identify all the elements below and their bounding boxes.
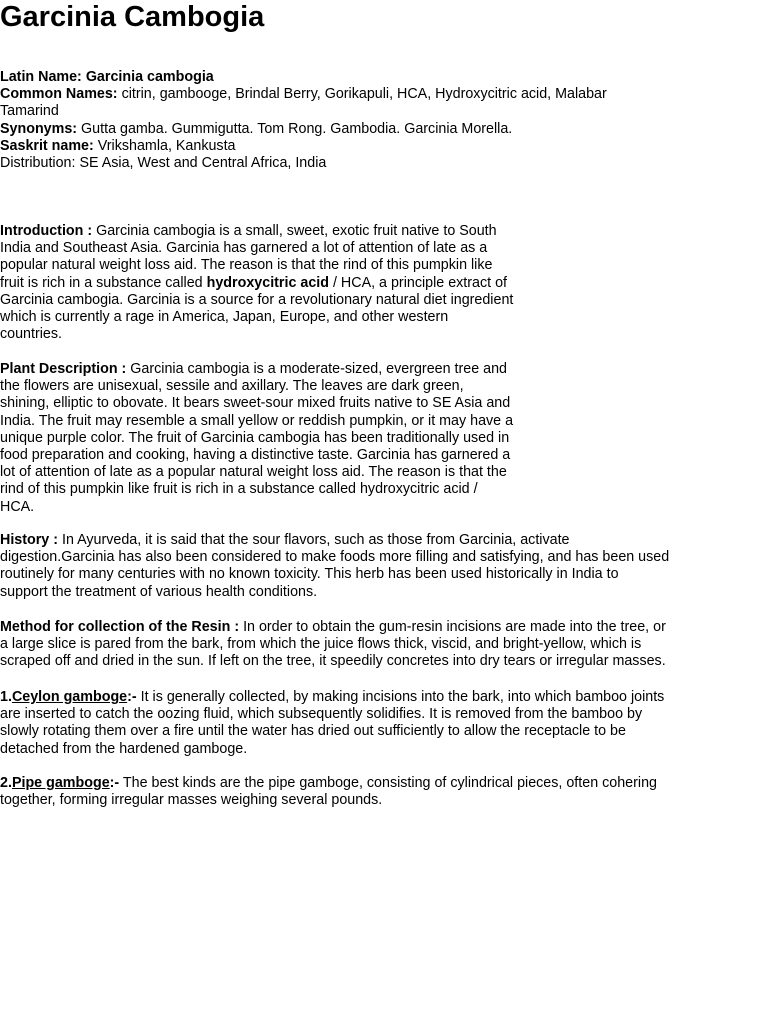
plant-description-section bbox=[0, 361, 513, 516]
ceylon-gamboge-heading: Ceylon gamboge bbox=[11, 689, 128, 705]
synonyms-label: Synonyms: bbox=[0, 120, 78, 137]
synonyms-line bbox=[0, 121, 607, 138]
metadata-section bbox=[0, 69, 607, 172]
plant-description-text: unique purple color. The fruit of Garcinia cambogia has been traditionally used in bbox=[0, 429, 510, 446]
distribution-line: Distribution: SE Asia, West and Central Africa, India bbox=[0, 155, 327, 172]
history-text: In Ayurveda, it is said that the sour flavors, such as those from Garcinia, activate bbox=[61, 532, 570, 548]
introduction-text: / HCA, a principle extract of bbox=[332, 274, 507, 291]
introduction-text: Garcinia cambogia is a small, sweet, exotic fruit native to South bbox=[96, 223, 497, 239]
pipe-number: 2. bbox=[0, 775, 12, 791]
plant-description-text: Garcinia cambogia is a moderate-sized, evergreen tree and bbox=[130, 361, 507, 377]
history-section bbox=[0, 532, 669, 601]
ceylon-separator: :- bbox=[127, 689, 137, 705]
sanskrit-name-value: Vrikshamla, Kankusta bbox=[97, 137, 236, 154]
plant-description-text: India. The fruit may resemble a small yellow or reddish pumpkin, or it may have a bbox=[0, 412, 514, 429]
ceylon-number: 1. bbox=[0, 689, 12, 705]
history-text: support the treatment of various health conditions. bbox=[0, 583, 318, 600]
resin-collection-section bbox=[0, 619, 666, 671]
history-text: routinely for many centuries with no known toxicity. This herb has been used historically in India to bbox=[0, 566, 619, 583]
introduction-label: Introduction : bbox=[0, 223, 93, 239]
ceylon-gamboge-text: It is generally collected, by making incisions into the bark, into which bamboo joints bbox=[140, 689, 665, 705]
plant-description-text: shining, elliptic to obovate. It bears sweet-sour mixed fruits native to SE Asia and bbox=[0, 395, 511, 412]
history-text: digestion.Garcinia has also been considered to make foods more filling and satisfying, and has been used bbox=[0, 549, 670, 566]
ceylon-gamboge-text: slowly rotating them over a fire until the water has dried out sufficiently to allow the receptacle to be bbox=[0, 723, 626, 740]
common-names-continued: Tamarind bbox=[0, 103, 59, 120]
plant-description-text: food preparation and cooking, having a distinctive taste. Garcinia has garnered a bbox=[0, 447, 511, 464]
plant-description-label: Plant Description : bbox=[0, 361, 127, 377]
latin-name-line bbox=[0, 69, 607, 86]
pipe-gamboge-text: The best kinds are the pipe gamboge, consisting of cylindrical pieces, often cohering bbox=[122, 775, 657, 791]
latin-name-value: Garcinia cambogia bbox=[85, 69, 214, 85]
page-title: Garcinia Cambogia bbox=[0, 1, 265, 33]
ceylon-gamboge-section bbox=[0, 689, 664, 758]
common-names-line bbox=[0, 86, 607, 103]
latin-name-label: Latin Name: bbox=[0, 69, 82, 85]
introduction-text: Garcinia cambogia. Garcinia is a source for a revolutionary natural diet ingredient bbox=[0, 291, 514, 308]
sanskrit-name-label: Saskrit name: bbox=[0, 137, 94, 154]
ceylon-gamboge-text: detached from the hardened gamboge. bbox=[0, 740, 248, 757]
resin-collection-text: a large slice is pared from the bark, from which the juice flows thick, viscid, and bright-yellow, which is bbox=[0, 636, 642, 653]
introduction-text: India and Southeast Asia. Garcinia has garnered a lot of attention of late as a bbox=[0, 240, 488, 257]
introduction-text: popular natural weight loss aid. The reason is that the rind of this pumpkin like bbox=[0, 257, 493, 274]
synonyms-value: Gutta gamba. Gummigutta. Tom Rong. Gambodia. Garcinia Morella. bbox=[81, 120, 513, 137]
hca-term: hydroxycitric acid bbox=[206, 274, 329, 291]
resin-collection-label: Method for collection of the Resin : bbox=[0, 619, 240, 635]
pipe-separator: :- bbox=[109, 775, 120, 791]
resin-collection-text: In order to obtain the gum-resin incisions are made into the tree, or bbox=[243, 619, 666, 635]
history-label: History : bbox=[0, 532, 58, 548]
common-names-value: citrin, gambooge, Brindal Berry, Gorikapuli, HCA, Hydroxycitric acid, Malabar bbox=[121, 86, 607, 103]
plant-description-text: rind of this pumpkin like fruit is rich in a substance called hydroxycitric acid / bbox=[0, 481, 478, 498]
pipe-gamboge-heading: Pipe gamboge bbox=[11, 775, 110, 791]
introduction-text: which is currently a rage in America, Japan, Europe, and other western bbox=[0, 309, 449, 326]
introduction-section bbox=[0, 223, 513, 343]
ceylon-gamboge-text: are inserted to catch the oozing fluid, which subsequently solidifies. It is removed from the bamboo by bbox=[0, 706, 643, 723]
sanskrit-name-line bbox=[0, 138, 607, 155]
resin-collection-text: scraped off and dried in the sun. If left on the tree, it speedily concretes into dry tears or irregular masses. bbox=[0, 653, 666, 670]
introduction-text: fruit is rich in a substance called bbox=[0, 274, 203, 291]
pipe-gamboge-text: together, forming irregular masses weighing several pounds. bbox=[0, 792, 383, 809]
plant-description-text: the flowers are unisexual, sessile and axillary. The leaves are dark green, bbox=[0, 378, 464, 395]
plant-description-text: lot of attention of late as a popular natural weight loss aid. The reason is that the bbox=[0, 464, 507, 481]
introduction-text: countries. bbox=[0, 326, 62, 343]
plant-description-text: HCA. bbox=[0, 498, 35, 515]
pipe-gamboge-section bbox=[0, 775, 657, 809]
common-names-label: Common Names: bbox=[0, 86, 118, 103]
